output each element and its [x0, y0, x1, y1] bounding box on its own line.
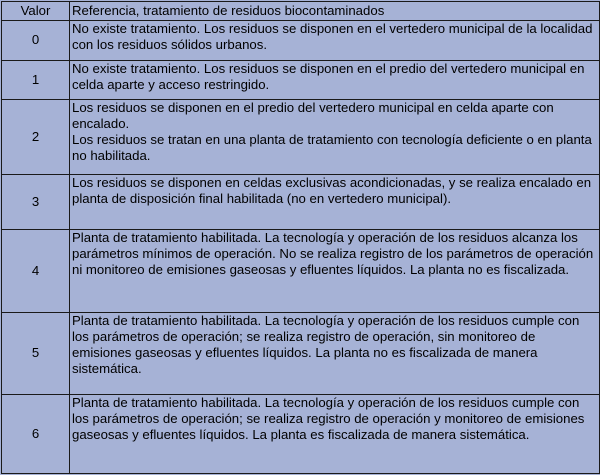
valor-cell: 0: [2, 21, 70, 61]
referencia-text: No existe tratamiento. Los residuos se disponen en el vertedero municipal de la localidad con los residuos sólidos urbanos.: [72, 21, 593, 52]
referencia-cell: [70, 100, 600, 175]
header-valor: Valor: [2, 2, 70, 21]
table-row: [2, 312, 600, 394]
valor-cell: 5: [2, 312, 70, 394]
valor-cell: 3: [2, 175, 70, 230]
referencia-cell: [70, 175, 600, 230]
table-row: [2, 60, 600, 100]
referencia-text: Los residuos se tratan en una planta de tratamiento con tecnología deficiente o en planta no habilitada.: [72, 132, 592, 164]
table-header-row: [2, 2, 600, 21]
valor-cell: 2: [2, 100, 70, 175]
referencia-cell: [70, 230, 600, 312]
header-referencia: Referencia, tratamiento de residuos biocontaminados: [70, 2, 600, 21]
referencia-text: Los residuos se disponen en el predio del vertedero municipal en celda aparte con encalado.: [72, 100, 554, 132]
valor-cell: 4: [2, 230, 70, 312]
valor-cell: 1: [2, 60, 70, 100]
referencia-text: No existe tratamiento. Los residuos se disponen en el predio del vertedero municipal en celda aparte y acceso restringido.: [72, 60, 585, 92]
referencia-cell: [70, 21, 600, 61]
table-row: [2, 230, 600, 312]
referencia-cell: [70, 394, 600, 473]
referencia-cell: [70, 312, 600, 394]
table-row: [2, 100, 600, 175]
referencia-cell: [70, 60, 600, 100]
table-row: [2, 394, 600, 473]
table-row: [2, 21, 600, 61]
residuos-table-container: [1, 1, 599, 474]
referencia-text: Planta de tratamiento habilitada. La tecnología y operación de los residuos alcanza los parámetros mínimos de operación. No se realiza registro de los parámetros de operación ni monitoreo de emisiones gaseosas y efluentes líquidos. La planta no es fiscalizada.: [72, 230, 594, 278]
referencia-text: Los residuos se disponen en celdas exclusivas acondicionadas, y se realiza encalado en planta de disposición final habilitada (no en vertedero municipal).: [72, 175, 592, 207]
valor-cell: 6: [2, 394, 70, 473]
table-row: [2, 175, 600, 230]
residuos-table: [1, 1, 600, 474]
referencia-text: Planta de tratamiento habilitada. La tecnología y operación de los residuos cumple con los parámetros de operación; se realiza registro de operación, sin monitoreo de emisiones gaseosas y efluentes líquidos. La planta no es fiscalizada de manera sistemática.: [72, 312, 580, 376]
referencia-text: Planta de tratamiento habilitada. La tecnología y operación de los residuos cumple con los parámetros de operación; se realiza registro de operación y monitoreo de emisiones gaseosas y efluentes líquidos. La planta es fiscalizada de manera sistemática.: [72, 394, 585, 442]
